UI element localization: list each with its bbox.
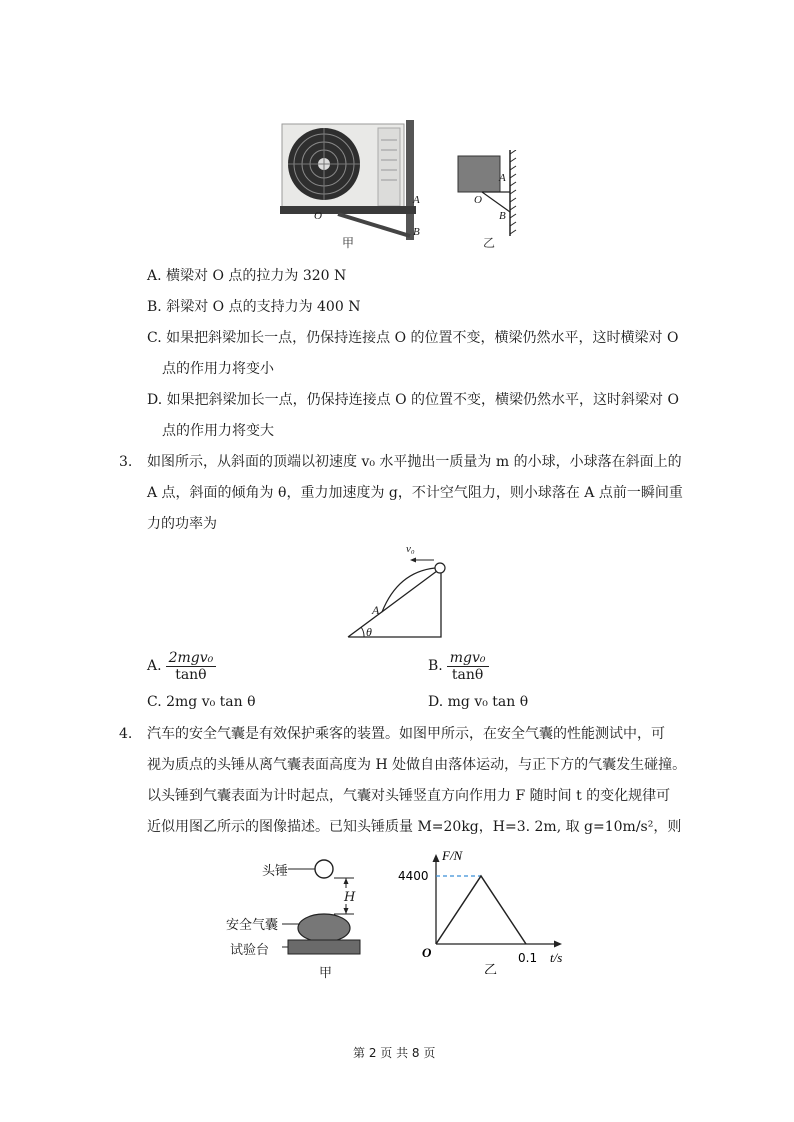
q3-fig-a-label: A xyxy=(372,603,380,617)
q3-option-a-denominator: tanθ xyxy=(175,666,207,683)
fig-jia-label-B: B xyxy=(413,226,420,238)
q3-option-d: D. mg v₀ tan θ xyxy=(428,694,529,710)
q4-fig-h-label: H xyxy=(344,890,356,905)
series-line xyxy=(436,876,526,944)
q4-number: 4. xyxy=(119,726,133,742)
q4-stem-line3: 以头锤到气囊表面为计时起点，气囊对头锤竖直方向作用力 F 随时间 t 的变化规律可 xyxy=(147,788,671,804)
q4-fig-head-label: 头锤 xyxy=(262,864,289,879)
x-tick-label: 0.1 xyxy=(518,951,538,965)
q3-option-b-denominator: tanθ xyxy=(451,666,484,683)
q3-fig-v0-label: v₀ xyxy=(406,543,415,555)
q3-option-a xyxy=(147,648,216,684)
fig-jia-label-O: O xyxy=(314,210,322,222)
x-axis-label: t/s xyxy=(550,950,563,965)
fig-yi-label-B: B xyxy=(499,210,506,222)
y-axis-label: F/N xyxy=(442,848,463,863)
q3-option-b-numerator: mgv₀ xyxy=(447,650,489,667)
force-time-chart xyxy=(396,844,576,974)
q4-fig-table-label: 试验台 xyxy=(230,943,270,958)
q2-option-d-line2: 点的作用力将变大 xyxy=(162,423,274,439)
q3-option-c: C. 2mg v₀ tan θ xyxy=(147,694,256,710)
ac-unit-figure xyxy=(278,118,434,246)
q3-option-b-prefix: B. xyxy=(428,658,443,674)
q4-fig-airbag-label: 安全气囊 xyxy=(226,918,279,933)
y-tick-label: 4400 xyxy=(398,869,429,883)
x-axis-arrow xyxy=(554,941,562,948)
chart-caption: 乙 xyxy=(484,963,498,974)
fig-yi-label-O: O xyxy=(474,194,482,206)
q4-stem-line2: 视为质点的头锤从离气囊表面高度为 H 处做自由落体运动，与正下方的气囊发生碰撞。 xyxy=(147,757,687,773)
q4-stem-line4: 近似用图乙所示的图像描述。已知头锤质量 M=20kg，H=3. 2m, 取 g=10m/s²，则 xyxy=(147,819,682,835)
origin-label: O xyxy=(422,945,432,960)
q3-stem-line3: 力的功率为 xyxy=(147,516,217,532)
page-footer: 第 2 页 共 8 页 xyxy=(353,1046,436,1060)
q2-option-b: B. 斜梁对 O 点的支持力为 400 N xyxy=(147,299,361,315)
q3-fig-theta-label: θ xyxy=(366,625,372,639)
q2-option-c-line2: 点的作用力将变小 xyxy=(162,361,274,377)
fig-jia-caption: 甲 xyxy=(342,236,355,250)
q4-stem-line1: 汽车的安全气囊是有效保护乘客的装置。如图甲所示，在安全气囊的性能测试中，可 xyxy=(147,726,665,742)
q3-option-a-numerator: 2mgv₀ xyxy=(166,650,217,667)
q3-stem-line1: 如图所示，从斜面的顶端以初速度 v₀ 水平抛出一质量为 m 的小球，小球落在斜面上的 xyxy=(147,454,682,470)
q3-option-a-prefix: A. xyxy=(147,658,162,674)
q2-option-d-line1: D. 如果把斜梁加长一点，仍保持连接点 O 的位置不变，横梁仍然水平，这时斜梁对 O xyxy=(147,392,679,408)
q4-fig-jia-caption: 甲 xyxy=(319,966,333,981)
airbag-apparatus-figure xyxy=(282,852,372,960)
q3-option-b xyxy=(428,648,489,684)
fig-yi-caption: 乙 xyxy=(483,236,496,250)
fig-jia-label-A: A xyxy=(413,194,420,206)
q2-option-c-line1: C. 如果把斜梁加长一点，仍保持连接点 O 的位置不变，横梁仍然水平，这时横梁对 O xyxy=(147,330,679,346)
bracket-schematic xyxy=(452,150,522,240)
y-axis-arrow xyxy=(433,854,440,862)
q3-stem-line2: A 点，斜面的倾角为 θ，重力加速度为 g，不计空气阻力，则小球落在 A 点前一瞬间重 xyxy=(147,485,683,501)
fig-yi-label-A: A xyxy=(499,172,506,184)
incline-projectile-figure xyxy=(346,548,446,640)
q3-number: 3. xyxy=(119,454,133,470)
q2-option-a: A. 横梁对 O 点的拉力为 320 N xyxy=(147,268,347,284)
